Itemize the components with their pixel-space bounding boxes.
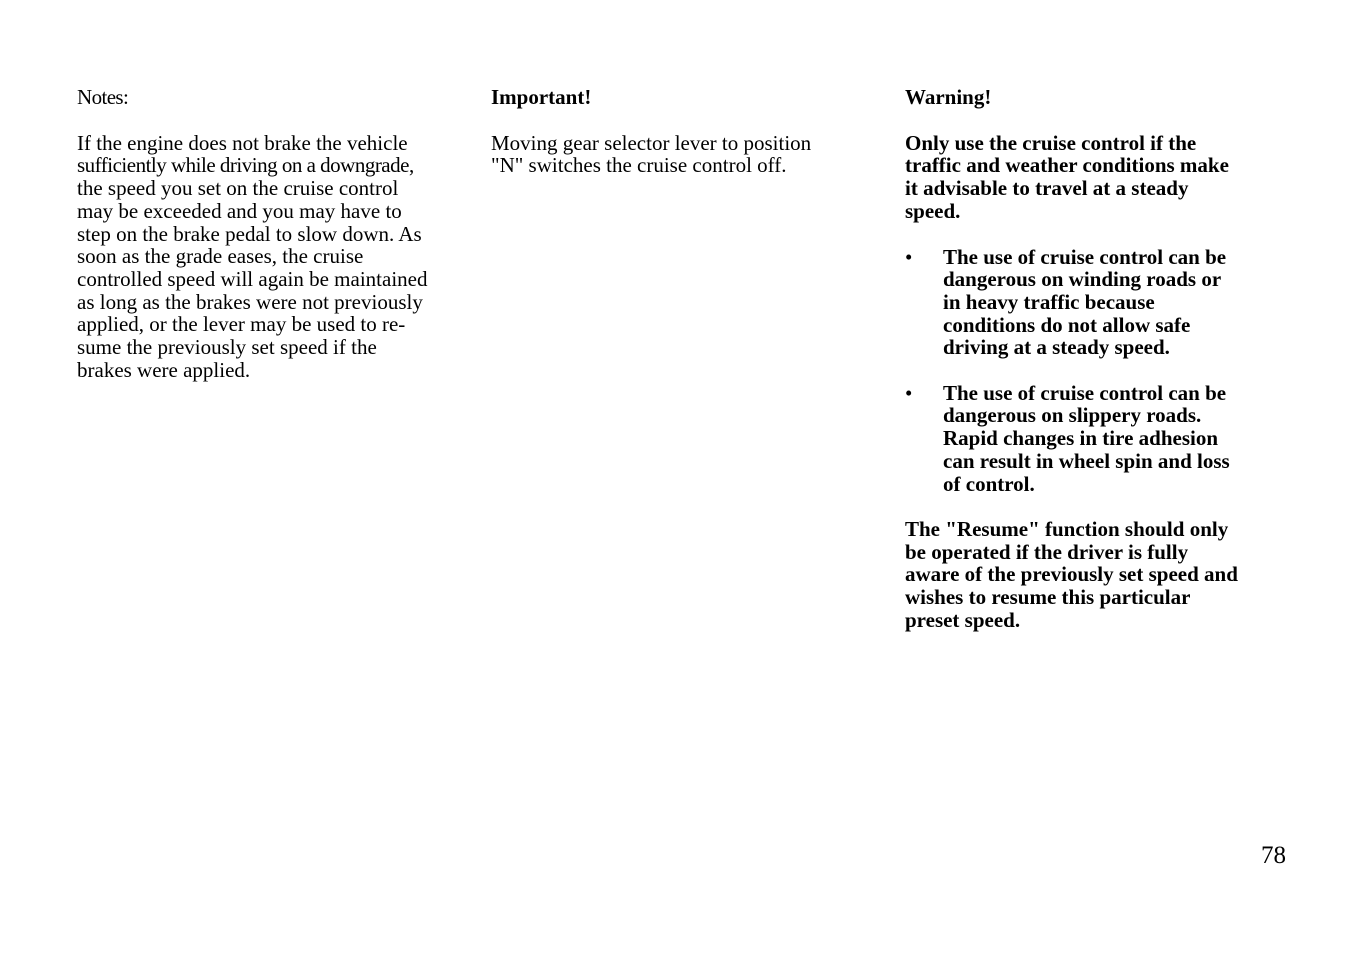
list-item [905, 382, 1275, 496]
text-line: conditions do not allow safe [943, 312, 1191, 337]
text-line: be operated if the driver is fully [905, 539, 1189, 564]
text-line: step on the brake pedal to slow down. As [77, 221, 422, 246]
text-line: controlled speed will again be maintained [77, 266, 428, 291]
text-line: sume the previously set speed if the [77, 335, 377, 360]
text-line: Rapid changes in tire adhesion [943, 426, 1218, 451]
text-line: Only use the cruise control if the [905, 130, 1197, 155]
text-line: The "Resume" function should only [905, 516, 1229, 541]
notes-heading: Notes: [77, 85, 129, 109]
warning-bullet-list [905, 246, 1275, 496]
text-line: "N" switches the cruise control off. [491, 153, 787, 178]
resume-paragraph [905, 518, 1275, 632]
text-line: wishes to resume this particular [905, 585, 1191, 610]
important-paragraph [491, 132, 861, 177]
text-line: If the engine does not brake the vehicle [77, 130, 408, 155]
text-line: of control. [943, 471, 1035, 496]
text-line: Moving gear selector lever to position [491, 130, 812, 155]
text-line: applied, or the lever may be used to re- [77, 312, 406, 337]
text-line: aware of the previously set speed and [905, 562, 1238, 587]
page-number: 78 [1261, 842, 1286, 869]
text-line: as long as the brakes were not previously [77, 289, 423, 314]
important-column [491, 86, 861, 177]
list-item [905, 246, 1275, 360]
text-line: sufficiently while driving on a downgrade, [77, 153, 414, 178]
text-line: in heavy traffic because [943, 289, 1155, 314]
notes-paragraph [77, 132, 447, 382]
text-line: can result in wheel spin and loss [943, 448, 1230, 473]
notes-column [77, 86, 447, 381]
text-line: speed. [905, 198, 961, 223]
text-line: it advisable to travel at a steady [905, 176, 1189, 201]
text-line: The use of cruise control can be [943, 244, 1227, 269]
bullet-icon: • [905, 244, 913, 269]
warning-heading: Warning! [905, 85, 992, 109]
text-line: The use of cruise control can be [943, 380, 1227, 405]
text-line: preset speed. [905, 607, 1021, 632]
text-line: dangerous on winding roads or [943, 267, 1222, 292]
bullet-icon: • [905, 380, 913, 405]
text-line: dangerous on slippery roads. [943, 403, 1202, 428]
warning-intro [905, 132, 1275, 223]
text-line: traffic and weather conditions make [905, 153, 1229, 178]
text-line: the speed you set on the cruise control [77, 176, 399, 201]
important-heading: Important! [491, 85, 592, 109]
warning-column [905, 86, 1275, 631]
text-line: soon as the grade eases, the cruise [77, 244, 364, 269]
text-line: may be exceeded and you may have to [77, 198, 402, 223]
text-line: brakes were applied. [77, 357, 251, 382]
text-line: driving at a steady speed. [943, 335, 1170, 360]
